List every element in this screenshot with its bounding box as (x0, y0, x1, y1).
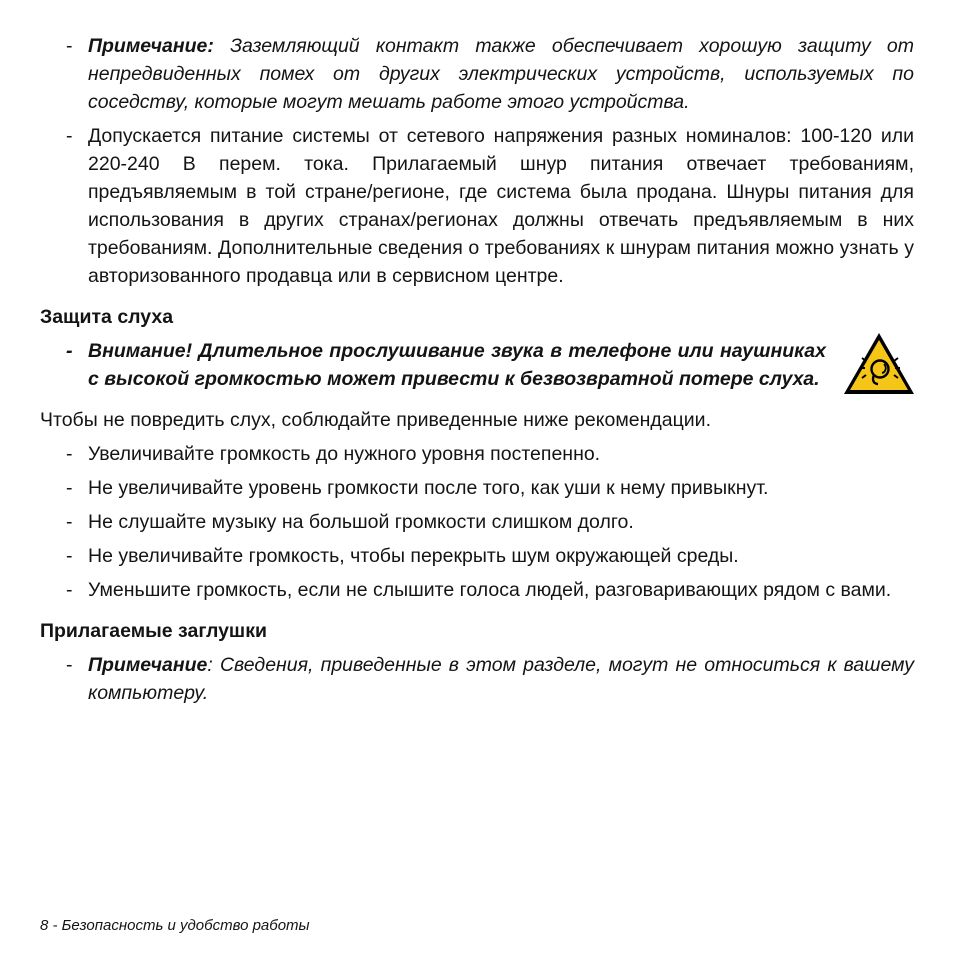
list-item-tip (40, 542, 914, 570)
list-item-power (40, 122, 914, 290)
section-heading-hearing: Защита слуха (40, 306, 174, 328)
note-label: Примечание (88, 654, 208, 676)
list-item-tip (40, 576, 914, 604)
list-dash: - (66, 443, 73, 465)
list-dash: - (66, 511, 73, 533)
list-item-tip (40, 440, 914, 468)
list-item-tip (40, 474, 914, 502)
note-text: Заземляющий контакт также обеспечивает хорошую защиту от непредвиденных помех от других электрических устройств, используемых по соседству, которые могут мешать работе этого устройства. (88, 35, 914, 113)
list-dash: - (66, 654, 73, 676)
tip-text: Не увеличивайте громкость, чтобы перекрыть шум окружающей среды. (88, 545, 739, 567)
note-label: Примечание: (88, 35, 214, 57)
tip-text: Увеличивайте громкость до нужного уровня постепенно. (88, 443, 601, 465)
list-dash: - (66, 579, 73, 601)
warning-item (40, 337, 826, 393)
note-text: : Сведения, приведенные в этом разделе, могут не относиться к вашему компьютеру. (88, 654, 914, 704)
list-item-grounding-note (40, 32, 914, 116)
list-item-tip (40, 508, 914, 536)
hearing-intro: Чтобы не повредить слух, соблюдайте приведенные ниже рекомендации. (40, 409, 711, 431)
hearing-warning-icon (842, 331, 916, 397)
list-dash: - (66, 477, 73, 499)
list-dash: - (66, 35, 73, 57)
section-heading-plugs: Прилагаемые заглушки (40, 620, 267, 642)
power-text: Допускается питание системы от сетевого напряжения разных номиналов: 100-120 или 220-240 В перем. тока. Прилагаемый шнур питания отвечает требованиям, предъявляемым в той стране/регионе, где система была продана. Шнуры питания для использования в других странах/регионах должны отвечать предъявляемым в них требованиям. Дополнительные сведения о требованиях к шнурам питания можно узнать у авторизованного продавца или в сервисном центре. (88, 125, 914, 287)
list-dash: - (66, 545, 73, 567)
tip-text: Уменьшите громкость, если не слышите голоса людей, разговаривающих рядом с вами. (88, 579, 892, 601)
list-dash: - (66, 125, 73, 147)
list-dash: - (66, 340, 73, 362)
page-footer: 8 - Безопасность и удобство работы (40, 917, 310, 934)
document-page (40, 32, 914, 707)
list-item-plugs-note (40, 651, 914, 707)
tip-text: Не слушайте музыку на большой громкости слишком долго. (88, 511, 634, 533)
warning-text: Внимание! Длительное прослушивание звука в телефоне или наушниках с высокой громкостью может привести к безвозвратной потере слуха. (88, 340, 826, 390)
tip-text: Не увеличивайте уровень громкости после того, как уши к нему привыкнут. (88, 477, 769, 499)
hearing-warning (40, 337, 914, 393)
